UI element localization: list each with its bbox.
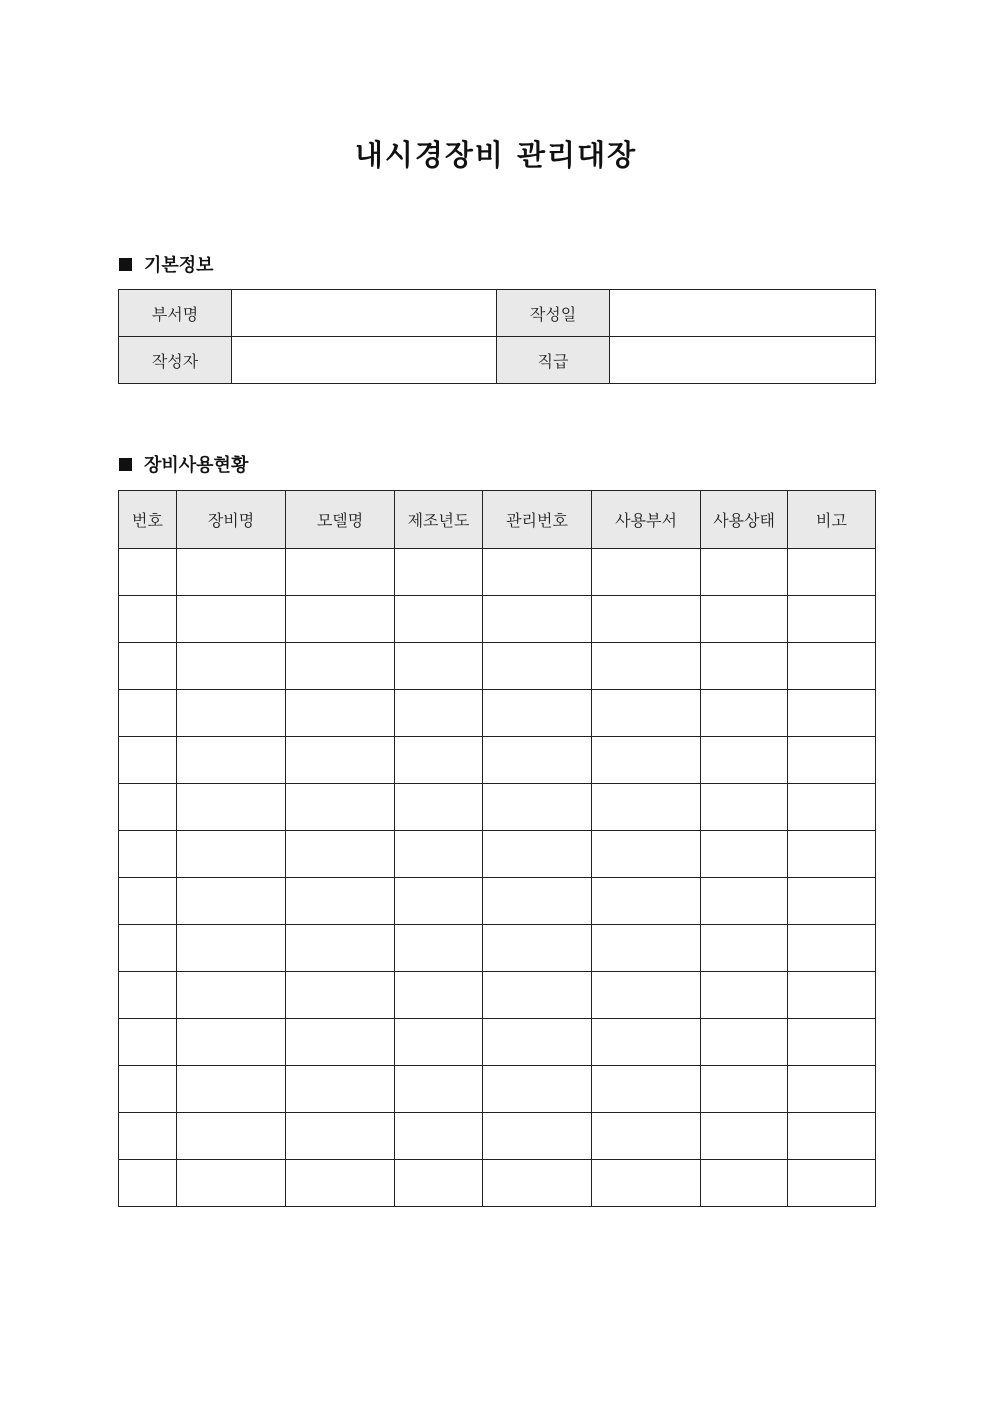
table-cell[interactable] (286, 596, 395, 643)
document-title: 내시경장비 관리대장 (354, 138, 638, 172)
table-cell[interactable] (395, 596, 483, 643)
table-cell[interactable] (788, 1113, 876, 1160)
table-row (119, 1019, 876, 1066)
table-cell[interactable] (286, 925, 395, 972)
table-cell[interactable] (286, 737, 395, 784)
table-cell[interactable] (286, 643, 395, 690)
table-cell[interactable] (177, 549, 286, 596)
table-row (119, 290, 876, 337)
basic-info-table (118, 289, 876, 384)
table-row (119, 1066, 876, 1113)
table-cell[interactable] (701, 1066, 788, 1113)
table-cell[interactable] (788, 690, 876, 737)
table-cell[interactable] (592, 1066, 701, 1113)
table-cell[interactable] (286, 1113, 395, 1160)
square-bullet-icon (119, 258, 132, 271)
table-cell[interactable] (483, 1066, 592, 1113)
table-cell[interactable] (592, 596, 701, 643)
table-cell[interactable] (592, 831, 701, 878)
table-cell[interactable] (483, 1113, 592, 1160)
table-cell[interactable] (286, 972, 395, 1019)
table-cell[interactable] (177, 1160, 286, 1207)
table-row (119, 972, 876, 1019)
table-cell[interactable] (788, 1019, 876, 1066)
table-cell[interactable] (592, 878, 701, 925)
table-cell[interactable] (119, 643, 177, 690)
table-cell[interactable] (395, 972, 483, 1019)
table-cell[interactable] (286, 1019, 395, 1066)
date-field[interactable] (610, 290, 876, 337)
table-cell[interactable] (177, 690, 286, 737)
table-row (119, 784, 876, 831)
table-cell[interactable] (177, 925, 286, 972)
table-cell[interactable] (395, 831, 483, 878)
column-header: 관리번호 (483, 491, 592, 549)
table-cell[interactable] (701, 972, 788, 1019)
table-cell[interactable] (701, 549, 788, 596)
table-row (119, 1113, 876, 1160)
table-cell[interactable] (177, 972, 286, 1019)
table-cell[interactable] (395, 643, 483, 690)
column-header: 번호 (119, 491, 177, 549)
table-cell[interactable] (592, 784, 701, 831)
table-cell[interactable] (788, 596, 876, 643)
table-cell[interactable] (119, 596, 177, 643)
column-header: 비고 (788, 491, 876, 549)
table-cell[interactable] (483, 972, 592, 1019)
table-cell[interactable] (483, 831, 592, 878)
table-cell[interactable] (177, 878, 286, 925)
table-cell[interactable] (395, 1160, 483, 1207)
table-cell[interactable] (592, 643, 701, 690)
table-cell[interactable] (119, 972, 177, 1019)
table-cell[interactable] (592, 690, 701, 737)
table-cell[interactable] (483, 925, 592, 972)
column-header: 제조년도 (395, 491, 483, 549)
column-header: 모델명 (286, 491, 395, 549)
table-header-row (119, 491, 876, 549)
table-cell[interactable] (395, 690, 483, 737)
table-cell[interactable] (286, 1066, 395, 1113)
table-cell[interactable] (788, 784, 876, 831)
table-cell[interactable] (395, 784, 483, 831)
table-cell[interactable] (592, 972, 701, 1019)
table-cell[interactable] (119, 737, 177, 784)
table-cell[interactable] (788, 925, 876, 972)
table-cell[interactable] (592, 737, 701, 784)
table-row (119, 643, 876, 690)
section-heading-label: 기본정보 (144, 255, 214, 276)
table-cell[interactable] (119, 784, 177, 831)
column-header: 사용부서 (592, 491, 701, 549)
table-cell[interactable] (483, 1160, 592, 1207)
table-cell[interactable] (119, 1019, 177, 1066)
table-cell[interactable] (119, 549, 177, 596)
table-row (119, 549, 876, 596)
table-cell[interactable] (788, 737, 876, 784)
table-cell[interactable] (286, 784, 395, 831)
table-cell[interactable] (701, 1113, 788, 1160)
table-row (119, 1160, 876, 1207)
author-label: 작성자 (119, 337, 232, 384)
table-cell[interactable] (177, 1066, 286, 1113)
table-cell[interactable] (701, 1019, 788, 1066)
table-cell[interactable] (286, 1160, 395, 1207)
table-cell[interactable] (701, 737, 788, 784)
table-cell[interactable] (788, 549, 876, 596)
column-header: 장비명 (177, 491, 286, 549)
table-cell[interactable] (483, 690, 592, 737)
table-cell[interactable] (701, 690, 788, 737)
date-label: 작성일 (497, 290, 610, 337)
table-cell[interactable] (592, 1160, 701, 1207)
table-cell[interactable] (701, 1160, 788, 1207)
table-cell[interactable] (701, 925, 788, 972)
table-cell[interactable] (483, 549, 592, 596)
table-cell[interactable] (395, 925, 483, 972)
table-row (119, 596, 876, 643)
table-cell[interactable] (483, 596, 592, 643)
table-cell[interactable] (286, 878, 395, 925)
table-cell[interactable] (788, 972, 876, 1019)
section-heading-basic-info (119, 252, 214, 276)
table-cell[interactable] (395, 1113, 483, 1160)
table-cell[interactable] (119, 690, 177, 737)
column-header: 사용상태 (701, 491, 788, 549)
equipment-usage-table (118, 490, 876, 1207)
table-cell[interactable] (701, 878, 788, 925)
table-cell[interactable] (177, 643, 286, 690)
table-row (119, 925, 876, 972)
table-cell[interactable] (119, 831, 177, 878)
table-cell[interactable] (701, 596, 788, 643)
department-field[interactable] (232, 290, 497, 337)
table-cell[interactable] (119, 1160, 177, 1207)
department-label: 부서명 (119, 290, 232, 337)
table-cell[interactable] (483, 878, 592, 925)
author-field[interactable] (232, 337, 497, 384)
table-cell[interactable] (395, 878, 483, 925)
position-label: 직급 (497, 337, 610, 384)
table-cell[interactable] (177, 737, 286, 784)
table-cell[interactable] (701, 643, 788, 690)
section-heading-label: 장비사용현황 (144, 455, 249, 476)
table-cell[interactable] (119, 1066, 177, 1113)
table-cell[interactable] (286, 831, 395, 878)
table-cell[interactable] (788, 831, 876, 878)
table-cell[interactable] (483, 737, 592, 784)
table-cell[interactable] (701, 784, 788, 831)
table-cell[interactable] (788, 1160, 876, 1207)
table-cell[interactable] (592, 1113, 701, 1160)
table-cell[interactable] (177, 831, 286, 878)
table-cell[interactable] (177, 596, 286, 643)
table-cell[interactable] (395, 737, 483, 784)
table-body (119, 549, 876, 1207)
table-cell[interactable] (177, 1113, 286, 1160)
table-row (119, 737, 876, 784)
table-cell[interactable] (119, 878, 177, 925)
table-cell[interactable] (119, 925, 177, 972)
table-cell[interactable] (395, 1066, 483, 1113)
table-cell[interactable] (286, 690, 395, 737)
table-row (119, 878, 876, 925)
table-cell[interactable] (395, 1019, 483, 1066)
table-cell[interactable] (592, 1019, 701, 1066)
table-cell[interactable] (701, 831, 788, 878)
table-row (119, 831, 876, 878)
table-cell[interactable] (788, 878, 876, 925)
table-row (119, 337, 876, 384)
section-heading-usage (119, 452, 248, 476)
square-bullet-icon (119, 458, 132, 471)
table-row (119, 690, 876, 737)
table-cell[interactable] (119, 1113, 177, 1160)
table-cell[interactable] (483, 1019, 592, 1066)
table-cell[interactable] (592, 925, 701, 972)
table-cell[interactable] (395, 549, 483, 596)
table-cell[interactable] (788, 1066, 876, 1113)
table-cell[interactable] (286, 549, 395, 596)
table-cell[interactable] (177, 1019, 286, 1066)
position-field[interactable] (610, 337, 876, 384)
table-cell[interactable] (788, 643, 876, 690)
table-cell[interactable] (483, 784, 592, 831)
table-cell[interactable] (592, 549, 701, 596)
table-cell[interactable] (483, 643, 592, 690)
table-cell[interactable] (177, 784, 286, 831)
